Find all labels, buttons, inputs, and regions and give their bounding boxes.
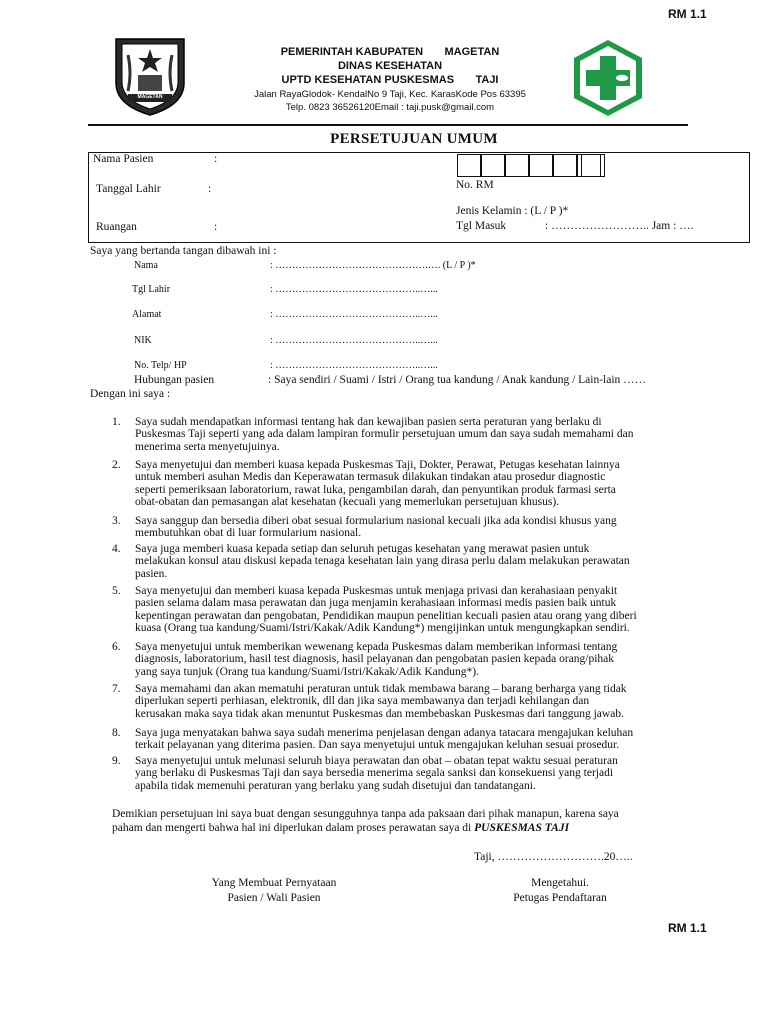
item-line: Puskesmas Taji seperti yang ada dalam lampiran formulir persetujuan umum dan saya sudah memahami dan [135,428,634,441]
header-rule [88,124,688,126]
rm-code-bottom: RM 1.1 [668,921,707,935]
rm-digit-box[interactable] [553,154,577,177]
item-line: Saya sanggup dan bersedia diberi obat sesuai formularium nasional kecuali jika ada kondisi khusus yang [135,515,617,527]
item-line: Saya juga menyatakan bahwa saya sudah menerima penjelasan dengan adanya tatacara mengajukan keluhan [135,727,634,739]
closing-paragraph [112,807,752,835]
item-line: pasien. [135,567,168,580]
item-line: diagnosis, laboratorium, hasil test diagnosis, hasil pelayanan dan pengobatan pasien kepada orang/pihak [135,653,615,666]
item-line: kepentingan perawatan dan pengobatan, Pendidikan maupun penelitian kecuali pasien atau orang yang diberi [135,609,637,622]
intro-text: Saya yang bertanda tangan dibawah ini : [90,245,277,257]
header-pemerintah: PEMERINTAH KABUPATEN [280,46,424,58]
field-nik-label: NIK [134,335,152,346]
item-line: Saya menyetujui untuk memberikan wewenang kepada Puskesmas dalam memberikan informasi tentang [135,641,618,653]
tgl-masuk-label: Tgl Masuk [456,220,507,232]
hubungan-value[interactable]: : Saya sendiri / Suami / Istri / Orang tua kandung / Anak kandung / Lain-lain …… [268,374,647,386]
closing-line2-text: paham dan mengerti bahwa hal ini diperlukan dalam proses perawatan saya di [112,822,472,834]
item-line: menerima serta menyetujuinya. [135,440,280,453]
seal-label: MAGETAN [137,94,163,100]
item-number: 6. [112,641,121,653]
item-line: Saya menyetujui dan memberi kuasa kepada Puskesmas untuk menjaga privasi dan kerahasiaan penyakit [135,585,618,597]
tgl-masuk-value: : …………………….. Jam : …. [545,220,694,232]
item-line: obat-obatan dan pemasangan alat kesehatan (kecuali yang memerlukan persetujuan khusus). [135,496,560,509]
hubungan-label: Hubungan pasien [134,374,215,386]
sign-right-role: Petugas Pendaftaran [513,892,607,904]
item-line: pasien selama dalam masa perawatan dan juga menjamin kerahasiaan informasi medis pasien baik untuk [135,597,617,610]
puskesmas-logo-icon [570,38,646,118]
item-line: yang berlaku di Puskesmas Taji dan saya bersedia menerima segala sanksi dan konsekuensi yang terjadi [135,767,614,780]
header-line2: DINAS KESEHATAN [337,60,443,72]
item-line: apabila tidak memenuhi peraturan yang berlaku yang sudah disetujui dan tandatangani. [135,779,536,792]
item-number: 4. [112,543,121,555]
item-line: diperlukan seperti perhiasan, elektronik, dll dan jika saya membawanya dan terjadi kehilangan dan [135,695,590,708]
item-number: 7. [112,683,121,695]
item-line: kerusakan maka saya tidak akan menuntut Puskesmas dan membebaskan Puskesmas dari tanggung jawab. [135,707,624,720]
item-line: melakukan konsul atau diskusi kepada tenaga kesehatan lain yang dirasa perlu dalam melakukan perawatan [135,555,630,568]
rm-code-top: RM 1.1 [668,7,707,21]
dengan-text: Dengan ini saya : [90,388,171,400]
ruangan-colon: : [214,221,218,233]
field-nama-value[interactable]: : ……………………………………….…. (L / P )* [270,260,476,271]
item-number: 5. [112,585,121,597]
field-telp-value[interactable]: : ……………………………………..…... [270,360,438,371]
sign-right-title: Mengetahui. [531,877,589,889]
rm-digit-box[interactable] [581,154,605,177]
closing-line2 [112,821,752,835]
item-line: untuk memberi asuhan Medis dan Keperawatan termasuk dilakukan tindakan atau prosedur diagnostic [135,471,606,484]
item-line: Saya menyetujui dan memberi kuasa kepada Puskesmas Taji, Dokter, Perawat, Petugas kesehatan lainnya [135,459,620,471]
tanggal-lahir-colon: : [208,183,212,195]
jenis-kelamin-label: Jenis Kelamin : (L / P )* [456,205,569,217]
item-line: membutuhkan obat di luar formularium nasional. [135,527,362,540]
item-line: terkait pelayanan yang diterima pasien. Dan saya menyetujui untuk mengajukan keluhan sesuai prosedur. [135,739,620,752]
field-telp-label: No. Telp/ HP [134,360,187,371]
field-alamat-label: Alamat [132,309,162,320]
field-nik-value[interactable]: : ……………………………………..…... [270,335,438,346]
item-line: yang saya tunjuk (Orang tua kandung/Suami/Istri/Kakak/Adik Kandung*). [135,665,479,678]
item-number: 9. [112,755,121,767]
item-line: Saya memahami dan akan mematuhi peraturan untuk tidak membawa barang – barang berharga yang tidak [135,683,627,695]
header-magetan: MAGETAN [444,46,500,58]
item-line: Saya juga memberi kuasa kepada setiap dan seluruh petugas kesehatan yang merawat pasien untuk [135,543,590,555]
item-line: kuasa (Orang tua kandung/Suami/Istri/Kakak/Adik Kandung*) mengijinkan untuk mengungkapkan sendiri. [135,622,630,635]
page-title: PERSETUJUAN UMUM [330,131,498,147]
header-taji: TAJI [475,74,499,86]
no-rm-label: No. RM [456,179,494,191]
rm-digit-box[interactable] [529,154,553,177]
nama-pasien-colon: : [214,153,218,165]
item-number: 3. [112,515,121,527]
item-line: seperti pemeriksaan laboratorium, rawat luka, pengambilan darah, dan penyuntikan produk farmasi serta [135,483,616,496]
closing-emphasis: PUSKESMAS TAJI [474,822,570,834]
field-tgl-lahir-value[interactable]: : ……………………………………..…... [270,284,438,295]
sign-left-title: Yang Membuat Pernyataan [211,877,337,889]
item-number: 1. [112,416,121,428]
tanggal-lahir-label: Tanggal Lahir [96,183,161,195]
field-tgl-lahir-label: Tgl Lahir [132,284,171,295]
item-line: Saya menyetujui untuk melunasi seluruh biaya perawatan dan obat – obatan tepat waktu sesuai peraturan [135,755,618,767]
header-contact: Telp. 0823 36526120Email : taji.pusk@gmail.com [285,102,495,113]
header-uptd: UPTD KESEHATAN PUSKESMAS [281,74,455,86]
field-nama-label: Nama [134,260,158,271]
header-line3 [180,74,600,86]
ruangan-label: Ruangan [96,221,137,233]
rm-digit-box[interactable] [481,154,505,177]
header-address: Jalan RayaGlodok- KendalNo 9 Taji, Kec. KarasKode Pos 63395 [254,89,526,100]
nama-pasien-label: Nama Pasien [93,153,154,165]
sign-left-role: Pasien / Wali Pasien [227,892,321,904]
rm-digit-box[interactable] [457,154,481,177]
field-alamat-value[interactable]: : ……………………………………..…... [270,309,438,320]
place-date: Taji, ……………………….20….. [474,851,633,863]
item-number: 2. [112,459,121,471]
rm-digit-box[interactable] [505,154,529,177]
header-line1 [180,46,600,58]
item-number: 8. [112,727,121,739]
closing-line1: Demikian persetujuan ini saya buat dengan sesungguhnya tanpa ada paksaan dari pihak manapun, karena saya [112,808,619,820]
item-line: Saya sudah mendapatkan informasi tentang hak dan kewajiban pasien serta peraturan yang berlaku di [135,416,602,428]
